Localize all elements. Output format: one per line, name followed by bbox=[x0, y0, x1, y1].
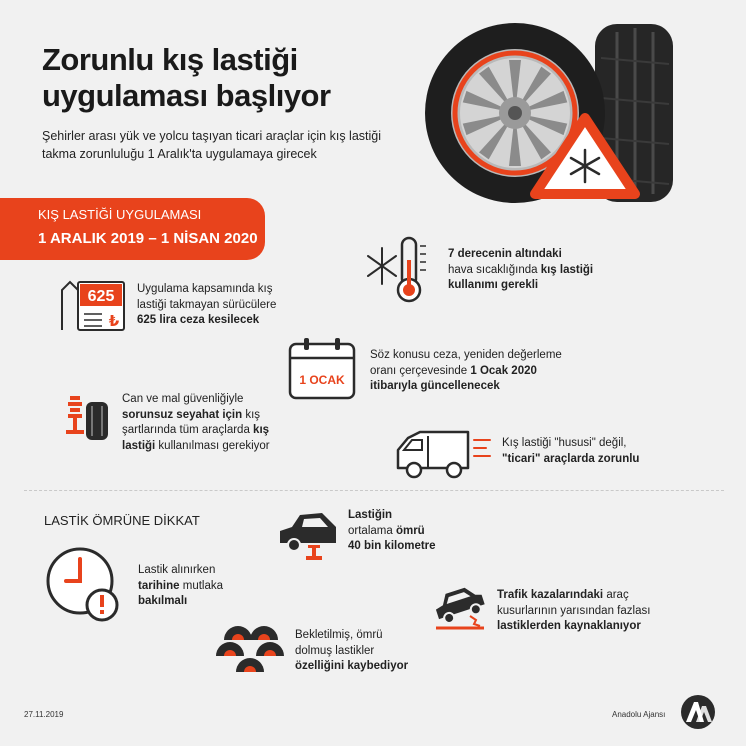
safety-line-3b: kış bbox=[253, 424, 270, 436]
aging-text bbox=[295, 628, 408, 675]
lifespan-line-2a: ortalama bbox=[348, 524, 396, 537]
aging-line-3: özelliğini kaybediyor bbox=[295, 660, 409, 672]
aging-line-2: dolmuş lastikler bbox=[295, 644, 375, 657]
safety-text bbox=[122, 392, 270, 454]
commercial-line-1: Kış lastiği "hususi" değil, bbox=[502, 437, 627, 449]
car-lift-icon bbox=[278, 505, 340, 563]
calendar-icon bbox=[288, 336, 358, 400]
page-title bbox=[42, 42, 402, 114]
season-banner bbox=[0, 198, 265, 260]
banner-label: KIŞ LASTİĞİ UYGULAMASI bbox=[38, 207, 202, 222]
calendar-line-1: Söz konusu ceza, yeniden değerleme bbox=[370, 349, 562, 361]
lira-icon: ₺ bbox=[108, 312, 120, 330]
date-check-line-1: Lastik alınırken bbox=[138, 564, 216, 576]
footer-date: 27.11.2019 bbox=[24, 710, 64, 719]
stacked-tyres-icon bbox=[214, 612, 288, 676]
fine-line-2: lastiği takmayan sürücülere bbox=[137, 298, 277, 311]
temperature-line-1: 7 derecenin altındaki bbox=[448, 248, 562, 260]
fine-line-1: Uygulama kapsamında kış bbox=[137, 283, 273, 295]
car-jack-tyre-icon bbox=[64, 392, 114, 444]
accidents-line-1a: Trafik kazalarındaki bbox=[497, 589, 604, 601]
fine-ticket-icon bbox=[58, 280, 128, 334]
subtitle-line-1: Şehirler arası yük ve yolcu taşıyan ticari araçlar için kış lastiği bbox=[42, 129, 382, 143]
car-accident-icon bbox=[430, 582, 490, 632]
banner-dates: 1 ARALIK 2019 – 1 NİSAN 2020 bbox=[38, 230, 258, 247]
title-line-1: Zorunlu kış lastiği bbox=[42, 42, 298, 77]
date-check-line-2a: tarihine bbox=[138, 579, 180, 592]
accidents-line-3: lastiklerden kaynaklanıyor bbox=[497, 620, 641, 632]
footer-agency: Anadolu Ajansı bbox=[612, 710, 666, 719]
temperature-line-2a: hava sıcaklığında bbox=[448, 263, 541, 276]
temperature-text bbox=[448, 247, 593, 294]
van-icon bbox=[394, 428, 494, 480]
date-check-line-3: bakılmalı bbox=[138, 595, 188, 607]
clock-warning-icon bbox=[44, 545, 124, 625]
calendar-line-2a: oranı çerçevesinde bbox=[370, 364, 471, 377]
commercial-line-2: "ticari" araçlarda zorunlu bbox=[502, 452, 640, 465]
date-check-line-2b: mutlaka bbox=[179, 579, 224, 592]
calendar-line-3: itibarıyla güncellenecek bbox=[370, 380, 500, 392]
lifespan-text bbox=[348, 508, 436, 555]
lifespan-line-3: 40 bin kilometre bbox=[348, 540, 436, 552]
lifespan-line-1: Lastiğin bbox=[348, 509, 393, 521]
thermometer-snowflake-icon bbox=[368, 236, 438, 304]
accidents-text bbox=[497, 588, 650, 635]
calendar-date-label: 1 OCAK bbox=[299, 373, 345, 387]
safety-line-3a: şartlarında tüm araçlarda bbox=[122, 424, 254, 436]
temperature-line-3: kullanımı gerekli bbox=[448, 279, 539, 291]
accidents-line-2: kusurlarının yarısından fazlası bbox=[497, 604, 651, 617]
winter-tyre-illustration bbox=[425, 18, 685, 203]
section-heading: LASTİK ÖMRÜNE DİKKAT bbox=[44, 513, 200, 528]
fine-amount-label: 625 bbox=[87, 288, 115, 305]
title-line-2: uygulaması başlıyor bbox=[42, 78, 331, 113]
temperature-line-2b: kış lastiği bbox=[540, 263, 594, 276]
section-divider bbox=[24, 490, 724, 491]
safety-line-2a: sorunsuz seyahat için bbox=[122, 408, 243, 421]
date-check-text bbox=[138, 563, 223, 610]
safety-line-2b: kış bbox=[242, 408, 261, 421]
accidents-line-1b: araç bbox=[603, 589, 629, 601]
safety-line-4b: kullanılması gerekiyor bbox=[155, 439, 270, 452]
lifespan-line-2b: ömrü bbox=[395, 524, 425, 537]
fine-text bbox=[137, 282, 276, 329]
page-subtitle bbox=[42, 127, 412, 163]
agency-logo-icon bbox=[678, 694, 718, 730]
calendar-text bbox=[370, 348, 562, 395]
calendar-line-2b: 1 Ocak 2020 bbox=[470, 364, 537, 377]
commercial-text bbox=[502, 436, 639, 467]
fine-line-3: 625 lira ceza kesilecek bbox=[137, 314, 260, 326]
subtitle-line-2: takma zorunluluğu 1 Aralık'ta uygulamaya girecek bbox=[42, 147, 317, 161]
safety-line-1: Can ve mal güvenliğiyle bbox=[122, 393, 244, 405]
aging-line-1: Bekletilmiş, ömrü bbox=[295, 629, 383, 641]
safety-line-4a: lastiği bbox=[122, 439, 156, 452]
